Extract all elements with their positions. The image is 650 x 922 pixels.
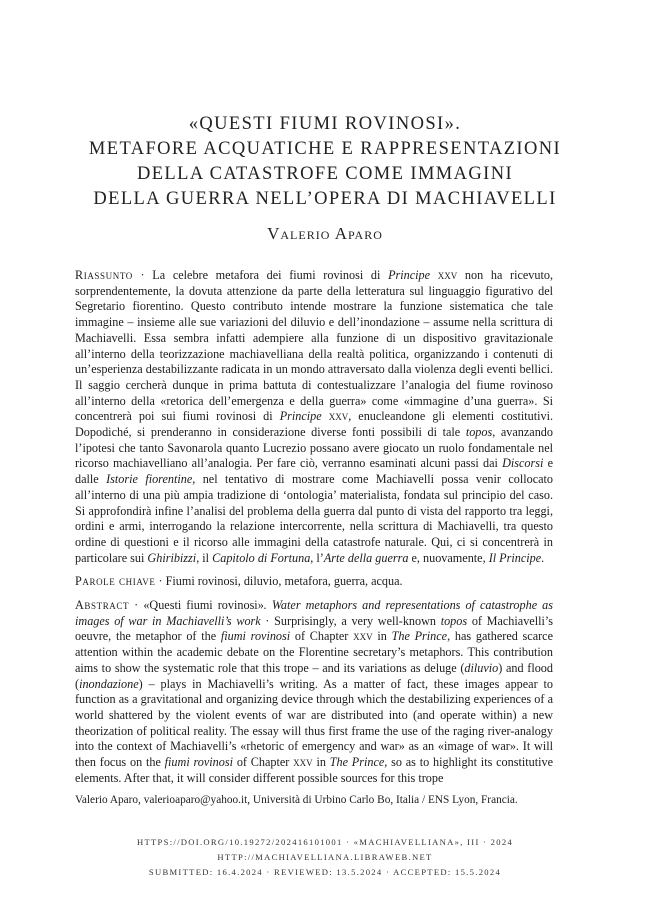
- title-line: METAFORE ACQUATICHE E RAPPRESENTAZIONI: [88, 139, 562, 159]
- submission-dates-line: SUBMITTED: 16.4.2024 · REVIEWED: 13.5.2024 · ACCEPTED: 15.5.2024: [148, 867, 502, 877]
- author-name: Valerio Aparo: [267, 224, 383, 243]
- riassunto-label: Riassunto: [75, 268, 133, 282]
- author-affiliation-footnote: Valerio Aparo, valerioaparo@yahoo.it, Università di Urbino Carlo Bo, Italia / ENS Lyon, Francia.: [75, 794, 518, 806]
- title-line: DELLA CATASTROFE COME IMMAGINI: [136, 164, 514, 184]
- doi-line: HTTPS://DOI.ORG/10.19272/202416101001 · «MACHIAVELLIANA», III · 2024: [136, 837, 514, 847]
- abstract-label: Abstract: [75, 598, 130, 612]
- article-title: [40, 112, 610, 212]
- keywords-label: Parole chiave: [75, 574, 156, 588]
- title-line: «QUESTI FIUMI ROVINOSI».: [188, 114, 462, 134]
- journal-url-line: HTTP://MACHIAVELLIANA.LIBRAWEB.NET: [217, 852, 433, 862]
- abstract-paragraph: Abstract · «Questi fiumi rovinosi». Water metaphors and representations of catastrophe as images of war in Machiavelli’s work · Surprisingly, a very well-known topos of Machiavelli’s oeuvre, the metaphor of the fiumi rovinosi of Chapter xxv in The Prince, has gathered scarce attention within the academic debate on the Florentine secretary’s metaphors. This contribution aims to show the systematic role that this trope – and its variations as deluge (diluvio) and flood (inondazione) – plays in Machiavelli’s writing. As a matter of fact, these images appear to function as a gravitational and organizing device through which the destabilizing experiences of a world shattered by the violent events of war are distributed into (and operate within) a new theorization of political reality. The essay will thus first frame the use of the raging river-analogy into the context of Machiavelli’s «rhetoric of emergency and war» as an «image of war». It will then focus on the fiumi rovinosi of Chapter xxv in The Prince, so as to highlight its constitutive elements. After that, it will consider different possible sources for this trope: [75, 598, 553, 785]
- riassunto-paragraph: Riassunto · La celebre metafora dei fiumi rovinosi di Principe xxv non ha ricevuto, sorprendentemente, la dovuta attenzione da parte della letteratura sul linguaggio figurativo del Segretario fiorentino. Questo contributo intende mostrare la funzione sistematica che tale immagine – insieme alle sue variazioni del diluvio e dell’inondazione – assume nella scrittura di Machiavelli. Essa sembra infatti adempiere alla funzione di un dispositivo gravitazionale all’interno della teorizzazione machiavelliana della realtà politica, organizzando i contenuti di un’esperienza destabilizzante radicata in un mondo attraversato dalla violenza degli eventi bellici. Il saggio cercherà dunque in prima battuta di contestualizzare l’analogia del fiume rovinoso all’interno della «retorica dell’emergenza e della guerra» come «immagine d’una guerra». Si concentrerà poi sui fiumi rovinosi di Principe xxv, enucleandone gli elementi costitutivi. Dopodiché, si prenderanno in considerazione diverse fonti possibili di tale topos, avanzando l’ipotesi che tanto Savonarola quanto Lucrezio possano avere giocato un ruolo fondamentale nel ricorso machiavelliano all’analogia. Per fare ciò, verranno esaminati alcuni passi dai Discorsi e dalle Istorie fiorentine, nel tentativo di mostrare come Machiavelli possa venir collocato all’interno di una più ampia tradizione di ‘ontologia’ materialista, fondata sul principio del caso. Si approfondirà infine l’analisi del problema della guerra dal punto di vista del rapporto tra leggi, ordini e armi, interrogando la relazione intercorrente, nella scrittura di Machiavelli, tra questo ordine di questioni e il ricorso alle immagini della catastrofe naturale. Qui, ci si concentrerà in particolare sui Ghiribizzi, il Capitolo di Fortuna, l’Arte della guerra e, nuovamente, Il Principe.: [75, 268, 554, 565]
- keywords-text: Fiumi rovinosi, diluvio, metafora, guerra, acqua.: [165, 574, 403, 588]
- keywords-paragraph: Parole chiave · Fiumi rovinosi, diluvio, metafora, guerra, acqua.: [75, 574, 403, 588]
- title-line: DELLA GUERRA NELL’OPERA DI MACHIAVELLI: [93, 189, 557, 209]
